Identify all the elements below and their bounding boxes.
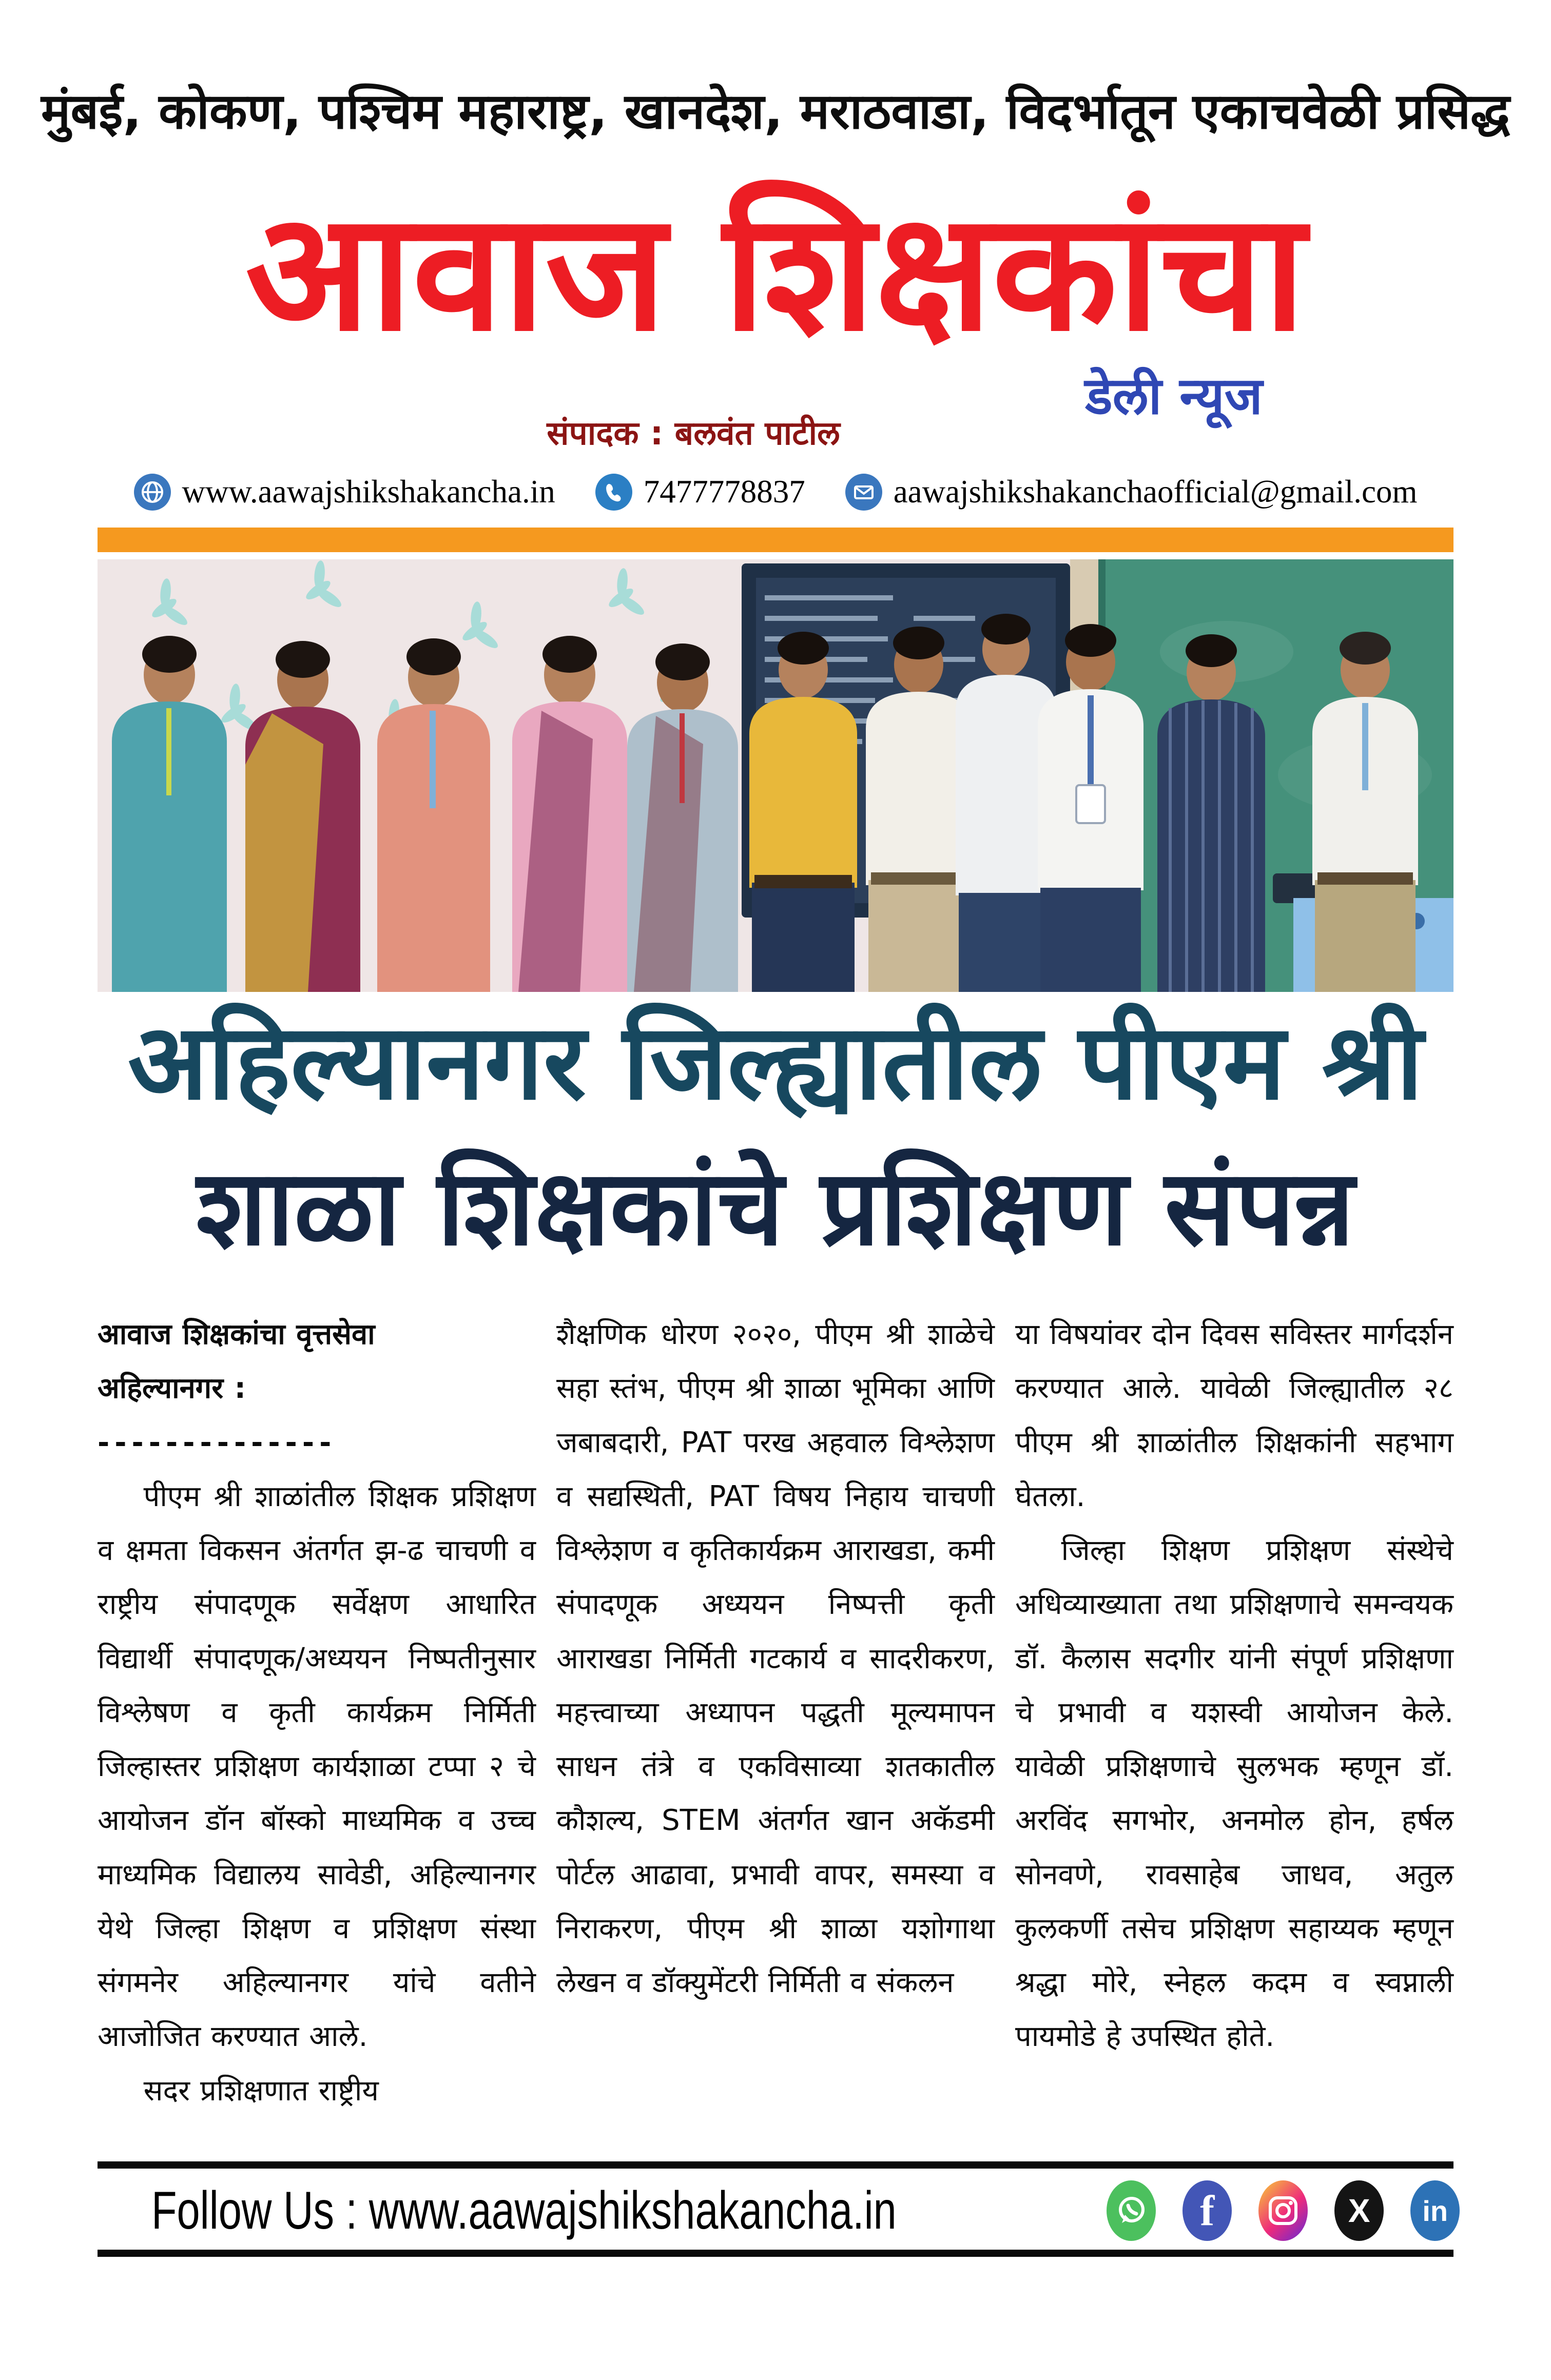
footer [98,2175,1453,2247]
email-text: aawajshikshakanchaofficial@gmail.com [893,474,1418,510]
phone-contact[interactable] [595,473,805,511]
instagram-icon[interactable] [1258,2180,1308,2241]
facebook-icon[interactable]: f [1182,2180,1232,2241]
byline-divider: -------------- [98,1426,337,1459]
headline-line-1: अहिल्यानगर जिल्ह्यातील पीएम श्री [128,1002,1423,1123]
website-text: www.aawajshikshakancha.in [182,474,555,510]
classroom-group-photo [98,559,1453,992]
globe-icon [134,474,171,511]
phone-text: 7477778837 [643,474,805,510]
coverage-tagline: मुंबई, कोकण, पश्चिम महाराष्ट्र, खानदेश, मराठवाडा, विदर्भातून एकाचवेळी प्रसिद्ध [41,83,1510,140]
headline-line-2: शाळा शिक्षकांचे प्रशिक्षण संपन्न [197,1147,1354,1269]
article-column-3 [1015,1308,1453,2118]
byline-line-1: आवाज शिक्षकांचा वृत्तसेवा [98,1318,375,1351]
article-body [98,1308,1453,2118]
editor-line: संपादक : बलवंत पाटील [547,415,840,453]
article-paragraph: पीएम श्री शाळांतील शिक्षक प्रशिक्षण व क्षमता विकसन अंतर्गत झ-ढ चाचणी व राष्ट्रीय संपादणूक सर्वेक्षण आधारित विद्यार्थी संपादणूक/अध्ययन निष्पतीनुसार विश्लेषण व कृती कार्यक्रम निर्मिती जिल्हास्तर प्रशिक्षण कार्यशाळा टप्पा २ चे आयोजन डॉन बॉस्को माध्यमिक व उच्च माध्यमिक विद्यालय सावेडी, अहिल्यानगर येथे जिल्हा शिक्षण व प्रशिक्षण संस्था संगमनेर अहिल्यानगर यांचे वतीने आजोजित करण्यात आले. [98,1479,536,2054]
article-paragraph: या विषयांवर दोन दिवस सविस्तर मार्गदर्शन करण्यात आले. यावेळी जिल्ह्यातील २८ पीएम श्री शाळांतील शिक्षकांनी सहभाग घेतला. [1015,1318,1453,1513]
photo-illustration [98,559,1453,992]
social-icons [1107,2180,1460,2241]
linkedin-icon[interactable]: in [1410,2180,1460,2241]
orange-divider [98,528,1453,552]
contact-row [0,473,1551,511]
paper-title: आवाज शिक्षकांचा [245,177,1306,367]
article-column-1 [98,1308,536,2118]
email-contact[interactable] [845,473,1418,511]
article-paragraph: सदर प्रशिक्षणात राष्ट्रीय [143,2074,379,2108]
phone-icon [595,474,632,511]
byline-line-2: अहिल्यानगर : [98,1372,246,1406]
x-twitter-icon[interactable]: X [1334,2180,1384,2241]
edition-label: डेली न्यूज [1085,366,1263,426]
article-column-2 [556,1308,995,2118]
article-paragraph: जिल्हा शिक्षण प्रशिक्षण संस्थेचे अधिव्याख्याता तथा प्रशिक्षणाचे समन्वयक डॉ. कैलास सदगीर यांनी संपूर्ण प्रशिक्षणा चे प्रभावी व यशस्वी आयोजन केले. यावेळी प्रशिक्षणाचे सुलभक म्हणून डॉ. अरविंद सगभोर, अनमोल होन, हर्षल सोनवणे, रावसाहेब जाधव, अतुल कुलकर्णी तसेच प्रशिक्षण सहाय्यक म्हणून श्रद्धा मोरे, स्नेहल कदम व स्वप्नाली पायमोडे हे उपस्थित होते. [1015,1534,1453,2054]
email-icon [845,474,882,511]
website-contact[interactable] [134,473,555,511]
whatsapp-icon[interactable] [1107,2180,1156,2241]
follow-us-link[interactable]: Follow Us : www.aawajshikshakancha.in [151,2180,897,2240]
footer-bottom-rule [98,2250,1453,2257]
article-paragraph: शैक्षणिक धोरण २०२०, पीएम श्री शाळेचे सहा स्तंभ, पीएम श्री शाळा भूमिका आणि जबाबदारी, PAT परख अहवाल विश्लेशण व सद्यस्थिती, PAT विषय निहाय चाचणी विश्लेशण व कृतिकार्यक्रम आराखडा, कमी संपादणूक अध्ययन निष्पत्ती कृती आराखडा निर्मिती गटकार्य व सादरीकरण, महत्त्वाच्या अध्यापन पद्धती मूल्यमापन साधन तंत्रे व एकविसाव्या शतकातील कौशल्य, STEM अंतर्गत खान अकॅडमी पोर्टल आढावा, प्रभावी वापर, समस्या व निराकरण, पीएम श्री शाळा यशोगाथा लेखन व डॉक्युमेंटरी निर्मिती व संकलन [556,1318,995,2000]
footer-top-rule [98,2161,1453,2169]
